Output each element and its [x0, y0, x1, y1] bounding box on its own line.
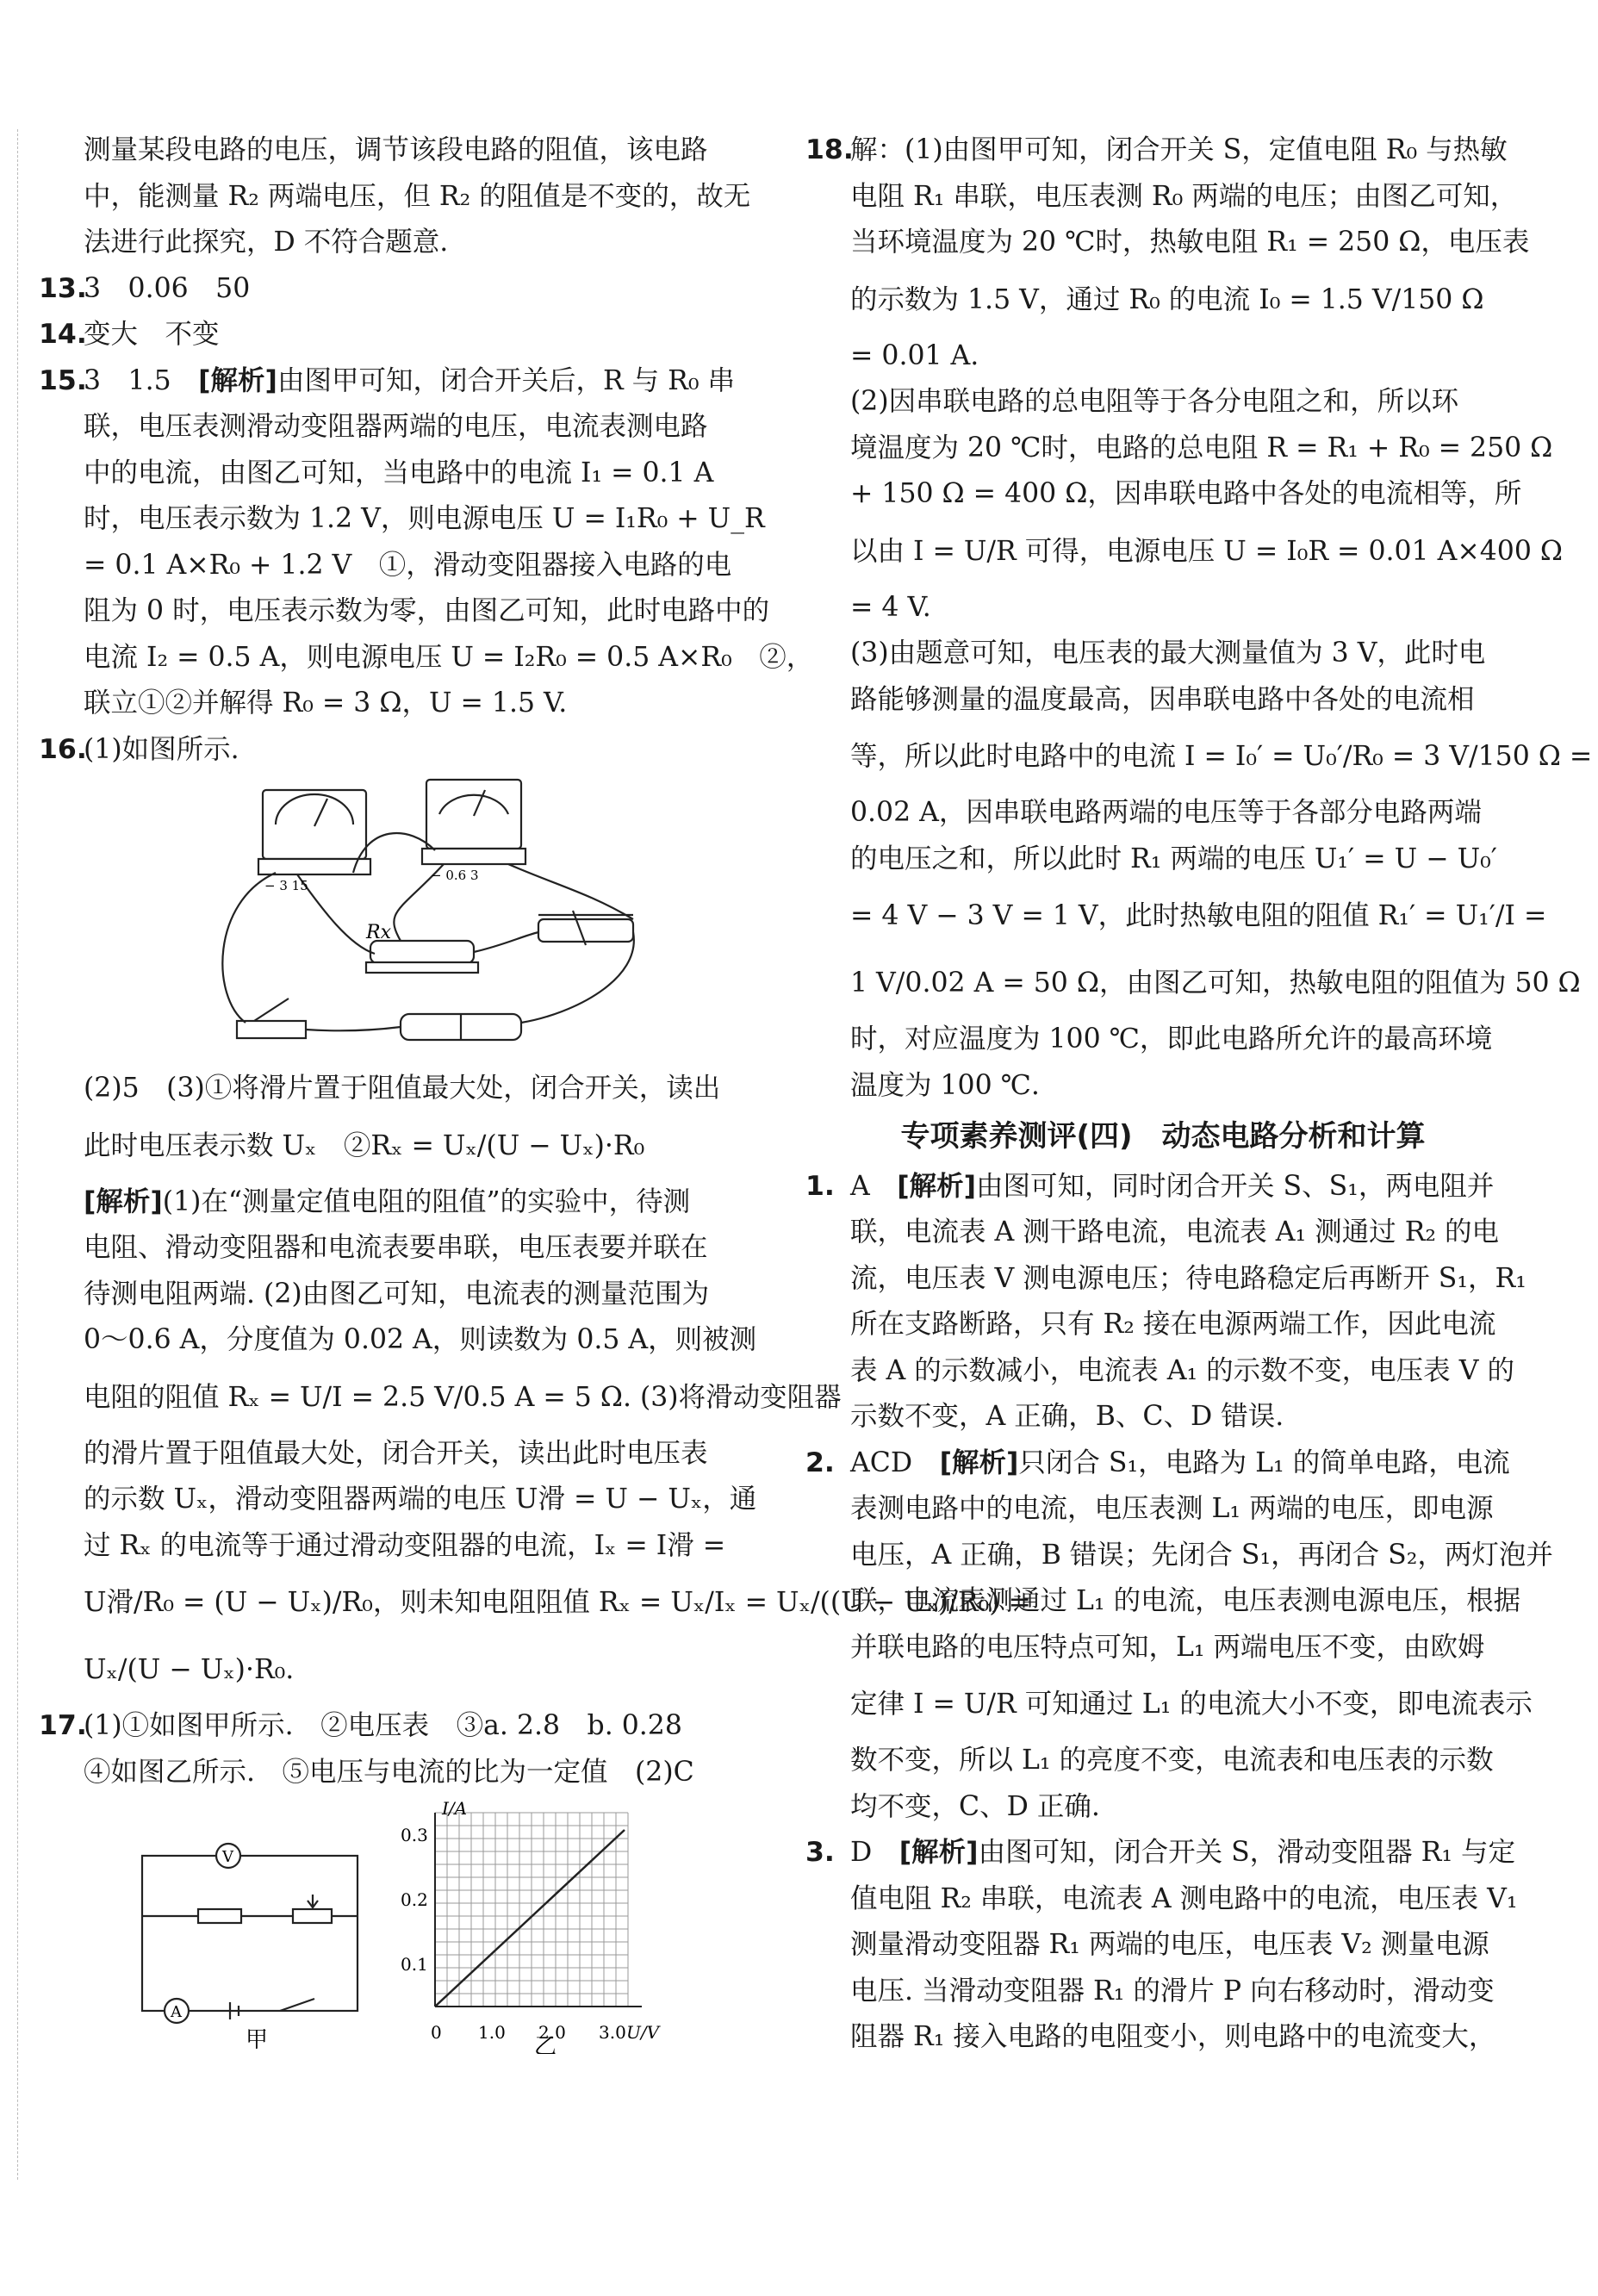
circuit-schematic	[142, 1844, 358, 2023]
text-line: = 4 V.	[850, 591, 931, 623]
text-line: 所在支路断路，只有 R₂ 接在电源两端工作，因此电流	[850, 1309, 1496, 1340]
x-tick-label: 1.0	[478, 2022, 506, 2043]
text-line: 当环境温度为 20 ℃时，热敏电阻 R₁ = 250 Ω，电压表	[850, 227, 1530, 258]
text-line: + 150 Ω = 400 Ω，因串联电路中各处的电流相等，所	[850, 478, 1522, 509]
text-line: = 4 V − 3 V = 1 V，此时热敏电阻的阻值 R₁′ = U₁′/I =	[850, 900, 1547, 931]
question-number: 16.	[39, 733, 87, 765]
text-line: = 0.01 A.	[850, 339, 979, 371]
iu-graph	[401, 1798, 662, 2054]
column-guide	[17, 129, 18, 2180]
meter-a-label: A	[171, 2003, 182, 2021]
section-answer-2	[805, 1440, 1553, 1831]
text-line: 路能够测量的温度最高，因串联电路中各处的电流相	[850, 683, 1475, 715]
text-line: 测量滑动变阻器 R₁ 两端的电压，电压表 V₂ 测量电源	[850, 1929, 1489, 1960]
circuit-and-graph-figure	[39, 1795, 754, 2054]
text-line: 时，对应温度为 100 ℃，即此电路所允许的最高环境	[850, 1024, 1493, 1055]
text-line: 由图甲可知，闭合开关后，R 与 R₀ 串	[277, 364, 736, 396]
y-axis-label: I/A	[442, 1798, 468, 1819]
x-tick-label: 3.0	[599, 2022, 626, 2043]
text-line: 只闭合 S₁，电路为 L₁ 的简单电路，电流	[1018, 1447, 1510, 1478]
figure-yi-label: 乙	[534, 2034, 557, 2054]
text-line: 电阻 R₁ 串联，电压表测 R₀ 两端的电压；由图乙可知，	[850, 180, 1518, 212]
text-line: 联，电压表测滑动变阻器两端的电压，电流表测电路	[84, 411, 708, 442]
section-answer-3	[805, 1830, 1520, 2061]
text-line: 待测电阻两端. (2)由图乙可知，电流表的测量范围为	[84, 1278, 710, 1310]
y-tick-label: 0.3	[401, 1825, 428, 1845]
section-title: 专项素养测评(四) 动态电路分析和计算	[900, 1119, 1426, 1154]
section-answer-1	[805, 1164, 1526, 1440]
analysis-tag: [解析]	[939, 1447, 1019, 1478]
text-line: 0.02 A，因串联电路两端的电压等于各部分电路两端	[850, 797, 1482, 828]
text-line: 境温度为 20 ℃时，电路的总电阻 R = R₁ + R₀ = 250 Ω	[850, 432, 1553, 464]
answer-14	[39, 312, 754, 358]
question-number: 1.	[805, 1170, 835, 1202]
text-line: 电压. 当滑动变阻器 R₁ 的滑片 P 向右移动时，滑动变	[850, 1975, 1495, 2007]
x-axis-label: U/V	[626, 2022, 660, 2043]
text-line: 过 Rₓ 的电流等于通过滑动变阻器的电流，Iₓ = I滑 =	[84, 1529, 726, 1561]
text-line: 中的电流，由图乙可知，当电路中的电流 I₁ = 0.1 A	[84, 457, 714, 488]
text-line: 此时电压表示数 Uₓ ②Rₓ = Uₓ/(U − Uₓ)·R₀	[84, 1129, 645, 1161]
text-line: 联，电流表 A 测干路电流，电流表 A₁ 测通过 R₂ 的电	[850, 1216, 1500, 1248]
switch-symbol	[280, 1999, 314, 2011]
text-line: 示数不变，A 正确，B、C、D 错误.	[850, 1401, 1284, 1432]
answer-text: A	[850, 1170, 898, 1202]
text-line: 法进行此探究，D 不符合题意.	[84, 227, 449, 258]
text-line: 均不变，C、D 正确.	[850, 1790, 1100, 1822]
text-line: 联立①②并解得 R₀ = 3 Ω，U = 1.5 V.	[84, 688, 568, 719]
answer-17	[39, 1703, 754, 2054]
text-line: 表 A 的示数减小，电流表 A₁ 的示数不变，电压表 V 的	[850, 1354, 1514, 1386]
text-line: 电压，A 正确，B 错误；先闭合 S₁，再闭合 S₂，两灯泡并	[850, 1539, 1553, 1571]
text-line: 由图可知，同时闭合开关 S、S₁，两电阻并	[976, 1170, 1495, 1202]
text-line: 数不变，所以 L₁ 的亮度不变，电流表和电压表的示数	[850, 1745, 1494, 1776]
resistor-symbol	[198, 1909, 241, 1923]
text-line: (2)5 (3)①将滑片置于阻值最大处，闭合开关，读出	[84, 1073, 721, 1104]
rheostat-symbol	[293, 1909, 332, 1923]
answer-text: ACD	[850, 1447, 940, 1478]
text-line: = 0.1 A×R₀ + 1.2 V ①，滑动变阻器接入电路的电	[84, 549, 732, 581]
analysis-tag: [解析]	[898, 1837, 979, 1868]
text-line: 由图可知，闭合开关 S，滑动变阻器 R₁ 与定	[978, 1837, 1516, 1868]
text-line: 等，所以此时电路中的电流 I = I₀′ = U₀′/R₀ = 3 V/150 Ω =	[850, 741, 1593, 772]
text-line: 电阻的阻值 Rₓ = U/I = 2.5 V/0.5 A = 5 Ω. (3)将滑动变阻器	[84, 1381, 842, 1413]
text-line: 定律 I = U/R 可知通过 L₁ 的电流大小不变，即电流表示	[850, 1689, 1533, 1720]
answer-text: 变大 不变	[84, 319, 220, 350]
text-line: 联，电流表测通过 L₁ 的电流，电压表测电源电压，根据	[850, 1585, 1521, 1616]
y-tick-label: 0.1	[401, 1954, 428, 1975]
analysis-tag: [解析]	[198, 364, 277, 396]
text-line: 流，电压表 V 测电源电压；待电路稳定后再断开 S₁，R₁	[850, 1262, 1526, 1294]
voltmeter-terminals: − 3 15	[264, 878, 308, 893]
text-line: 值电阻 R₂ 串联，电流表 A 测电路中的电流，电压表 V₁	[850, 1882, 1518, 1914]
analysis-tag: [解析]	[84, 1185, 163, 1217]
text-line: 并联电路的电压特点可知，L₁ 两端电压不变，由欧姆	[850, 1631, 1485, 1663]
text-line: 阻为 0 时，电压表示数为零，由图乙可知，此时电路中的	[84, 595, 770, 626]
answer-text: 3 1.5	[84, 364, 199, 396]
answer-18	[805, 128, 1593, 1109]
text-line: (1)如图所示.	[84, 733, 239, 765]
x-tick-label: 0	[431, 2022, 442, 2043]
text-line: 的示数 Uₓ，滑动变阻器两端的电压 U滑 = U − Uₓ，通	[84, 1484, 757, 1515]
text-line: 解：(1)由图甲可知，闭合开关 S，定值电阻 R₀ 与热敏	[850, 134, 1508, 165]
answer-15	[39, 358, 814, 727]
answer-text: 3 0.06 50	[84, 272, 251, 304]
text-line: U滑/R₀ = (U − Uₓ)/R₀，则未知电阻阻值 Rₓ = Uₓ/Iₓ = Uₓ/((U − Uₓ)/R₀) =	[84, 1587, 1031, 1618]
answer-text: D	[850, 1837, 899, 1868]
question-number: 14.	[39, 319, 87, 350]
question-number: 18.	[805, 134, 854, 165]
switch-icon	[237, 1021, 306, 1038]
ammeter-terminals: − 0.6 3	[431, 868, 479, 883]
right-column	[805, 128, 1593, 2061]
iu-line	[435, 1830, 625, 2007]
x-tick-label: 2.0	[538, 2022, 566, 2043]
text-line: (1)在“测量定值电阻的阻值”的实验中，待测	[162, 1185, 691, 1217]
question-number: 3.	[805, 1837, 835, 1868]
question-number: 17.	[39, 1710, 87, 1741]
text-line: 电流 I₂ = 0.5 A，则电源电压 U = I₂R₀ = 0.5 A×R₀ ②，	[84, 641, 814, 673]
text-line: 中，能测量 R₂ 两端电压，但 R₂ 的阻值是不变的，故无	[84, 180, 751, 212]
question-number: 13.	[39, 272, 87, 304]
text-line: 时，电压表示数为 1.2 V，则电源电压 U = I₁R₀ + U_R	[84, 503, 765, 534]
text-line: 表测电路中的电流，电压表测 L₁ 两端的电压，即电源	[850, 1493, 1494, 1524]
text-line: 以由 I = U/R 可得，电源电压 U = I₀R = 0.01 A×400 Ω	[850, 535, 1563, 567]
text-line: 0～0.6 A，分度值为 0.02 A，则读数为 0.5 A，则被测	[84, 1324, 757, 1355]
text-line: 电阻、滑动变阻器和电流表要串联，电压表要并联在	[84, 1232, 708, 1263]
text-line: 测量某段电路的电压，调节该段电路的阻值，该电路	[84, 134, 708, 165]
text-line: Uₓ/(U − Uₓ)·R₀.	[84, 1654, 295, 1685]
meter-v-label: V	[222, 1848, 233, 1866]
text-line: (1)①如图甲所示. ②电压表 ③a. 2.8 b. 0.28	[84, 1710, 682, 1741]
text-line: 的滑片置于阻值最大处，闭合开关，读出此时电压表	[84, 1437, 708, 1469]
question-number: 15.	[39, 364, 87, 396]
text-line: 的示数为 1.5 V，通过 R₀ 的电流 I₀ = 1.5 V/150 Ω	[850, 283, 1484, 315]
text-line: (3)由题意可知，电压表的最大测量值为 3 V，此时电	[850, 638, 1486, 669]
text-line: 的电压之和，所以此时 R₁ 两端的电压 U₁′ = U − U₀′	[850, 843, 1497, 874]
text-line: (2)因串联电路的总电阻等于各分电阻之和，所以环	[850, 386, 1459, 417]
text-line: 阻器 R₁ 接入电路的电阻变小，则电路中的电流变大，	[850, 2021, 1496, 2052]
text-line: ④如图乙所示. ⑤电压与电流的比为一定值 (2)C	[84, 1756, 694, 1788]
text-line: 温度为 100 ℃.	[850, 1069, 1040, 1101]
rx-label: Rx	[366, 922, 391, 943]
rheostat-icon	[538, 919, 633, 942]
question-number: 2.	[805, 1447, 835, 1478]
circuit-apparatus-diagram	[39, 773, 754, 1066]
answer-13	[39, 266, 754, 313]
text-line: 1 V/0.02 A = 50 Ω，由图乙可知，热敏电阻的阻值为 50 Ω	[850, 968, 1581, 999]
y-tick-label: 0.2	[401, 1889, 428, 1910]
figure-jia-label: 甲	[246, 2027, 269, 2053]
resistor-icon	[370, 941, 474, 963]
analysis-tag: [解析]	[897, 1170, 977, 1202]
